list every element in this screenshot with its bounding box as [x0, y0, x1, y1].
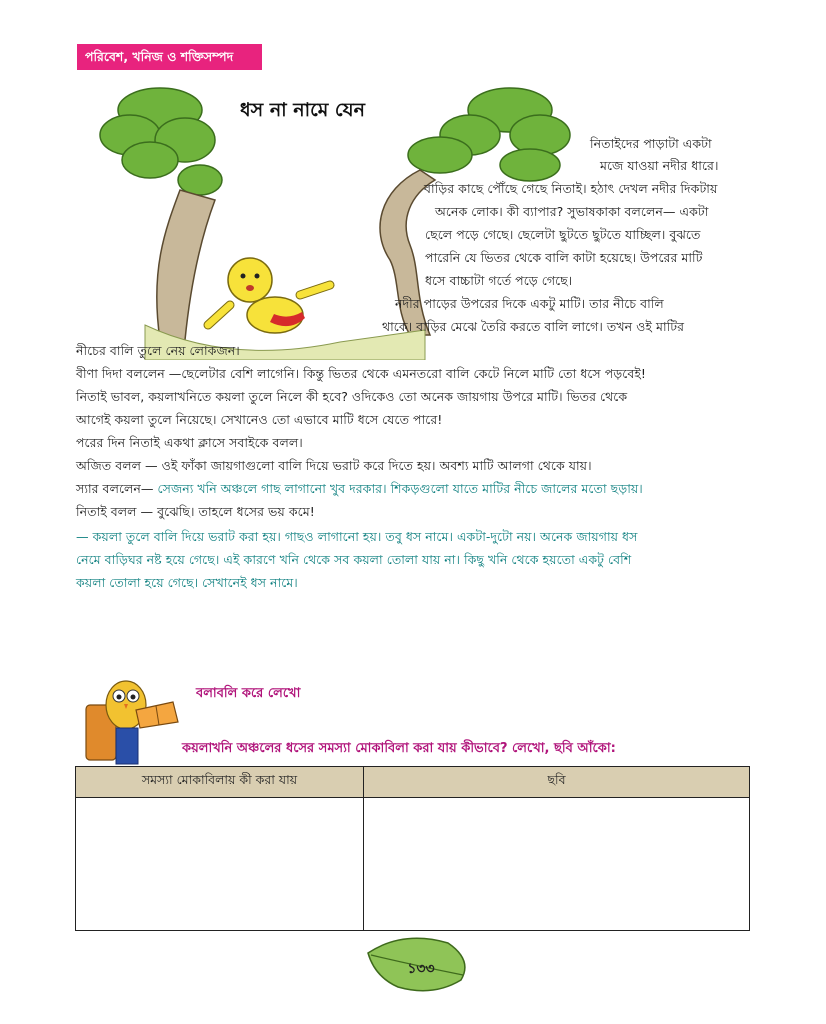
- fallen-boy: [208, 258, 330, 333]
- page-number: ১৩৩: [407, 961, 435, 977]
- answer-line: — কয়লা তুলে বালি দিয়ে ভরাট করা হয়। গাছও লাগানো হয়। তবু ধস নামে। একটা-দুটো নয়। অনেক জায়গায় ধস: [76, 529, 638, 544]
- answer-cell[interactable]: [76, 798, 364, 931]
- answer-line: নেমে বাড়িঘর নষ্ট হয়ে গেছে। এই কারণে খনি থেকে সব কয়লা তোলা যায় না। কিছু খনি থেকে হয়তো একটু বেশি: [76, 552, 632, 567]
- wrap-line: ছেলে পড়ে গেছে। ছেলেটা ছুটতে ছুটতে যাচ্ছিল। বুঝতে: [425, 227, 701, 242]
- activity-question: কয়লাখনি অঞ্চলের ধসের সমস্যা মোকাবিলা করা যায় কীভাবে? লেখো, ছবি আঁকো:: [182, 741, 616, 756]
- left-trunk: [157, 190, 215, 340]
- body-line: অজিত বলল — ওই ফাঁকা জায়গাগুলো বালি দিয়ে ভরাট করে দিতে হয়। অবশ্য মাটি আলগা থেকে যায়।: [76, 458, 592, 473]
- activity-heading: বলাবলি করে লেখো: [196, 686, 301, 701]
- chapter-tag: পরিবেশ, খনিজ ও শক্তিসম্পদ: [77, 44, 262, 70]
- sir-label: স্যার বললেন—: [76, 481, 154, 496]
- answer-line: কয়লা তোলা হয়ে গেছে। সেখানেই ধস নামে।: [76, 575, 298, 590]
- wrap-line: নিতাইদের পাড়াটা একটা: [590, 136, 712, 151]
- wrap-line: নদীর পাড়ের উপরের দিকে একটু মাটি। তার নীচে বালি: [395, 296, 664, 311]
- story-title: ধস না নামে যেন: [240, 99, 365, 121]
- body-line: বীণা দিদা বললেন —ছেলেটার বেশি লাগেনি। কিন্তু ভিতর থেকে এমনতরো বালি কেটে নিলে মাটি তো ধসে পড়বেই!: [76, 366, 646, 381]
- column-header: সমস্যা মোকাবিলায় কী করা যায়: [76, 767, 364, 798]
- left-tree: [100, 88, 222, 195]
- nitai-line: নিতাই বলল — বুঝেছি। তাহলে ধসের ভয় কমে!: [76, 504, 315, 519]
- right-tree: [408, 88, 570, 181]
- column-header: ছবি: [364, 767, 750, 798]
- body-line: আগেই কয়লা তুলে নিয়েছে। সেখানেও তো এভাবে মাটি ধসে যেতে পারে!: [76, 412, 443, 427]
- wrap-line: মজে যাওয়া নদীর ধারে।: [600, 158, 719, 173]
- body-line: নিতাই ভাবল, কয়লাখনিতে কয়লা তুলে নিলে কী হবে? ওদিকেও তো অনেক জায়গায় উপরে মাটি। ভিতর থেকে: [76, 389, 628, 404]
- drawing-cell[interactable]: [364, 798, 750, 931]
- body-line: পরের দিন নিতাই একথা ক্লাসে সবাইকে বলল।: [76, 435, 303, 450]
- wrap-line: থাকে। বাড়ির মেঝে তৈরি করতে বালি লাগে। তখন ওই মাটির: [382, 319, 685, 334]
- sir-text: সেজন্য খনি অঞ্চলে গাছ লাগানো খুব দরকার। শিকড়গুলো যাতে মাটির নীচে জালের মতো ছড়ায়।: [153, 481, 643, 496]
- wrap-line: অনেক লোক। কী ব্যাপার? সুভাষকাকা বললেন— একটা: [435, 204, 709, 219]
- wrap-line: ধসে বাচ্চাটা গর্তে পড়ে গেছে।: [425, 273, 573, 288]
- body-line: নীচের বালি তুলে নেয় লোকজন।: [76, 343, 240, 358]
- owl-reading-illustration: [78, 660, 196, 770]
- wrap-line: বাড়ির কাছে পৌঁছে গেছে নিতাই। হঠাৎ দেখল নদীর দিকটায়: [424, 181, 718, 196]
- sir-line: [76, 480, 643, 498]
- answer-table: [75, 766, 750, 931]
- wrap-line: পারেনি যে ভিতর থেকে বালি কাটা হয়েছে। উপরের মাটি: [425, 250, 703, 265]
